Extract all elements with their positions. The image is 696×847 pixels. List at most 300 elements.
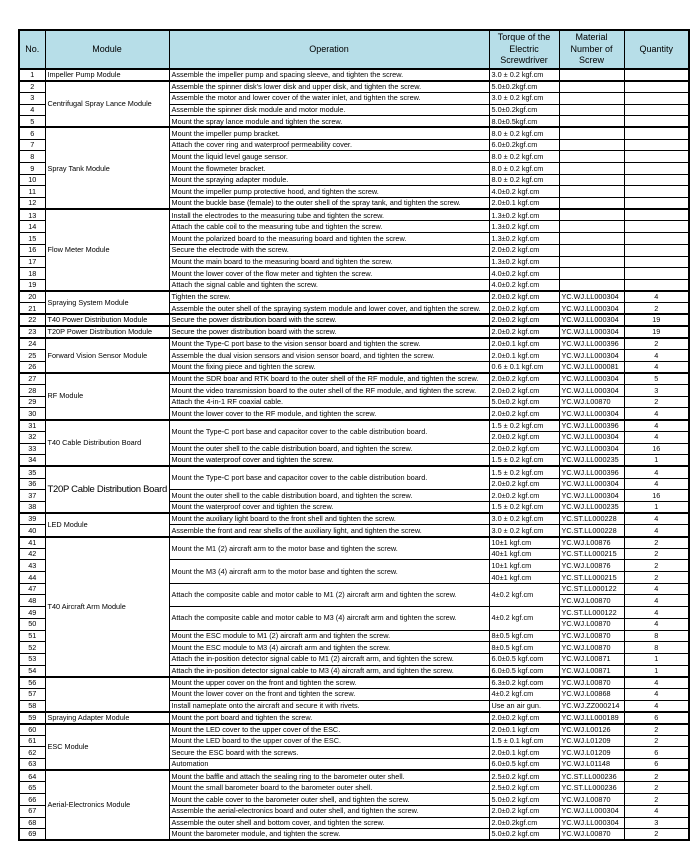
- torque-cell: 5.0±0.2kgf.cm: [489, 81, 559, 93]
- quantity-cell: [624, 81, 689, 93]
- operation-cell: Mount the M1 (2) aircraft arm to the motor base and tighten the screw.: [169, 537, 489, 560]
- operation-cell: Mount the buckle base (female) to the outer shell of the spray tank, and tighten the screw.: [169, 198, 489, 210]
- table-row: [19, 677, 689, 689]
- quantity-cell: 19: [624, 326, 689, 338]
- quantity-cell: 1: [624, 501, 689, 513]
- row-number-cell: 15: [19, 233, 45, 245]
- torque-cell: 8.0 ± 0.2 kgf.cm: [489, 151, 559, 163]
- operation-cell: Tighten the screw.: [169, 291, 489, 303]
- row-number-cell: 42: [19, 548, 45, 560]
- module-cell: LED Module: [45, 513, 169, 536]
- row-number-cell: 40: [19, 525, 45, 537]
- quantity-cell: [624, 268, 689, 280]
- material-number-cell: YC.WJ.LL000396: [559, 338, 624, 350]
- torque-cell: 1.5 ± 0.2 kgf.cm: [489, 466, 559, 478]
- row-number-cell: 20: [19, 291, 45, 303]
- quantity-cell: [624, 256, 689, 268]
- quantity-cell: [624, 139, 689, 151]
- torque-cell: 1.5 ± 0.2 kgf.cm: [489, 420, 559, 432]
- torque-cell: 2.0±0.1 kgf.cm: [489, 338, 559, 350]
- material-number-cell: YC.WJ.LL000189: [559, 712, 624, 724]
- quantity-cell: 8: [624, 630, 689, 642]
- material-number-cell: YC.ST.LL000228: [559, 525, 624, 537]
- operation-cell: Install the electrodes to the measuring tube and tighten the screw.: [169, 209, 489, 221]
- torque-cell: 4.0±0.2 kgf.cm: [489, 186, 559, 198]
- quantity-cell: 4: [624, 805, 689, 817]
- row-number-cell: 34: [19, 455, 45, 467]
- torque-cell: 2.0±0.1 kgf.cm: [489, 198, 559, 210]
- row-number-cell: 24: [19, 338, 45, 350]
- quantity-cell: [624, 233, 689, 245]
- column-header-quantity: Quantity: [624, 30, 689, 69]
- quantity-cell: 2: [624, 548, 689, 560]
- quantity-cell: 4: [624, 677, 689, 689]
- row-number-cell: 65: [19, 782, 45, 794]
- operation-cell: Mount the small barometer board to the barometer outer shell.: [169, 782, 489, 794]
- quantity-cell: [624, 174, 689, 186]
- assembly-table-body: [19, 69, 689, 840]
- material-number-cell: YC.ST.LL000236: [559, 782, 624, 794]
- row-number-cell: 12: [19, 198, 45, 210]
- quantity-cell: 4: [624, 408, 689, 420]
- quantity-cell: 5: [624, 373, 689, 385]
- material-number-cell: YC.WJ.L00870: [559, 396, 624, 408]
- assembly-operations-table: [18, 29, 690, 841]
- material-number-cell: YC.WJ.L00876: [559, 560, 624, 572]
- torque-cell: 3.0 ± 0.2 kgf.cm: [489, 69, 559, 81]
- operation-cell: Mount the Type-C port base to the vision sensor board and tighten the screw.: [169, 338, 489, 350]
- row-number-cell: 29: [19, 396, 45, 408]
- material-number-cell: YC.WJ.LL000304: [559, 443, 624, 455]
- operation-cell: Attach the cable coil to the measuring tube and tighten the screw.: [169, 221, 489, 233]
- torque-cell: 8.0 ± 0.2 kgf.cm: [489, 163, 559, 175]
- operation-cell: Secure the electrode with the screw.: [169, 244, 489, 256]
- torque-cell: 8.0 ± 0.2 kgf.cm: [489, 174, 559, 186]
- torque-cell: 8.0±0.5kgf.cm: [489, 116, 559, 128]
- quantity-cell: 4: [624, 513, 689, 525]
- operation-cell: Assemble the spinner disk module and motor module.: [169, 104, 489, 116]
- row-number-cell: 2: [19, 81, 45, 93]
- material-number-cell: YC.ST.LL000228: [559, 513, 624, 525]
- torque-cell: 4±0.2 kgf.cm: [489, 688, 559, 700]
- torque-cell: 40±1 kgf.cm: [489, 572, 559, 584]
- row-number-cell: 66: [19, 794, 45, 806]
- operation-cell: Mount the SDR boar and RTK board to the outer shell of the RF module, and tighten the screw.: [169, 373, 489, 385]
- row-number-cell: 7: [19, 139, 45, 151]
- quantity-cell: 1: [624, 653, 689, 665]
- row-number-cell: 1: [19, 69, 45, 81]
- operation-cell: Install nameplate onto the aircraft and secure it with rivets.: [169, 700, 489, 712]
- torque-cell: 5.0±0.2 kgf.cm: [489, 396, 559, 408]
- row-number-cell: 47: [19, 583, 45, 595]
- torque-cell: 5.0±0.2 kgf.cm: [489, 829, 559, 841]
- row-number-cell: 54: [19, 665, 45, 677]
- material-number-cell: YC.WJ.L00871: [559, 665, 624, 677]
- operation-cell: Mount the video transmission board to the outer shell of the RF module, and tighten the screw.: [169, 385, 489, 397]
- torque-cell: 2.0±0.1 kgf.cm: [489, 350, 559, 362]
- material-number-cell: [559, 81, 624, 93]
- quantity-cell: 2: [624, 396, 689, 408]
- quantity-cell: 4: [624, 420, 689, 432]
- quantity-cell: 2: [624, 735, 689, 747]
- torque-cell: 2.0±0.1 kgf.cm: [489, 747, 559, 759]
- row-number-cell: 6: [19, 127, 45, 139]
- operation-cell: Mount the impeller pump protective hood, and tighten the screw.: [169, 186, 489, 198]
- material-number-cell: YC.WJ.LL000396: [559, 466, 624, 478]
- operation-cell: Mount the barometer module, and tighten the screw.: [169, 829, 489, 841]
- row-number-cell: 3: [19, 92, 45, 104]
- torque-cell: 0.6 ± 0.1 kgf.cm: [489, 361, 559, 373]
- operation-cell: Mount the auxiliary light board to the front shell and tighten the screw.: [169, 513, 489, 525]
- quantity-cell: [624, 198, 689, 210]
- torque-cell: 2.0±0.2 kgf.cm: [489, 478, 559, 490]
- operation-cell: Mount the fixing piece and tighten the screw.: [169, 361, 489, 373]
- torque-cell: 6.0±0.5 kgf.cm: [489, 759, 559, 771]
- torque-cell: 2.0±0.2 kgf.cm: [489, 244, 559, 256]
- torque-cell: 8±0.5 kgf.cm: [489, 630, 559, 642]
- quantity-cell: 4: [624, 291, 689, 303]
- quantity-cell: 2: [624, 829, 689, 841]
- operation-cell: Attach the 4-in-1 RF coaxial cable.: [169, 396, 489, 408]
- operation-cell: Mount the upper cover on the front and tighten the screw.: [169, 677, 489, 689]
- quantity-cell: 16: [624, 443, 689, 455]
- torque-cell: 4±0.2 kgf.cm: [489, 607, 559, 630]
- torque-cell: 2.0±0.2 kgf.cm: [489, 805, 559, 817]
- material-number-cell: YC.ST.LL000122: [559, 607, 624, 619]
- operation-cell: Mount the waterproof cover and tighten the screw.: [169, 455, 489, 467]
- torque-cell: 2.0±0.2 kgf.cm: [489, 443, 559, 455]
- torque-cell: 10±1 kgf.cm: [489, 560, 559, 572]
- quantity-cell: 2: [624, 572, 689, 584]
- operation-cell: Mount the waterproof cover and tighten the screw.: [169, 501, 489, 513]
- row-number-cell: 13: [19, 209, 45, 221]
- quantity-cell: [624, 244, 689, 256]
- quantity-cell: 2: [624, 303, 689, 315]
- operation-cell: Attach the in-position detector signal cable to M1 (2) aircraft arm, and tighten the screw.: [169, 653, 489, 665]
- material-number-cell: YC.WJ.LL000396: [559, 420, 624, 432]
- module-cell: RF Module: [45, 373, 169, 420]
- row-number-cell: 69: [19, 829, 45, 841]
- torque-cell: 1.3±0.2 kgf.cm: [489, 221, 559, 233]
- torque-cell: 3.0 ± 0.2 kgf.cm: [489, 525, 559, 537]
- column-header-torque: Torque of the Electric Screwdriver: [489, 30, 559, 69]
- quantity-cell: [624, 69, 689, 81]
- material-number-cell: YC.WJ.LL000304: [559, 805, 624, 817]
- material-number-cell: [559, 92, 624, 104]
- operation-cell: Mount the outer shell to the cable distribution board, and tighten the screw.: [169, 490, 489, 502]
- operation-cell: Mount the main board to the measuring board and tighten the screw.: [169, 256, 489, 268]
- material-number-cell: YC.WJ.LL000304: [559, 478, 624, 490]
- material-number-cell: [559, 69, 624, 81]
- quantity-cell: 4: [624, 431, 689, 443]
- operation-cell: Mount the M3 (4) aircraft arm to the motor base and tighten the screw.: [169, 560, 489, 583]
- quantity-cell: 6: [624, 759, 689, 771]
- torque-cell: 2.0±0.2 kgf.cm: [489, 291, 559, 303]
- operation-cell: Mount the spray lance module and tighten the screw.: [169, 116, 489, 128]
- row-number-cell: 59: [19, 712, 45, 724]
- quantity-cell: [624, 116, 689, 128]
- quantity-cell: [624, 221, 689, 233]
- torque-cell: 2.5±0.2 kgf.cm: [489, 782, 559, 794]
- module-cell: Centrifugal Spray Lance Module: [45, 81, 169, 128]
- material-number-cell: YC.ST.LL000122: [559, 583, 624, 595]
- quantity-cell: 4: [624, 478, 689, 490]
- header-row: [19, 30, 689, 69]
- row-number-cell: 8: [19, 151, 45, 163]
- row-number-cell: 28: [19, 385, 45, 397]
- operation-cell: Mount the outer shell to the cable distribution board, and tighten the screw.: [169, 443, 489, 455]
- quantity-cell: 4: [624, 583, 689, 595]
- column-header-module: Module: [45, 30, 169, 69]
- material-number-cell: [559, 268, 624, 280]
- row-number-cell: 38: [19, 501, 45, 513]
- column-header-no: No.: [19, 30, 45, 69]
- operation-cell: Secure the power distribution board with the screw.: [169, 326, 489, 338]
- material-number-cell: YC.WJ.LL000304: [559, 303, 624, 315]
- material-number-cell: YC.WJ.L01209: [559, 747, 624, 759]
- row-number-cell: 48: [19, 595, 45, 607]
- operation-cell: Assemble the outer shell of the spraying system module and lower cover, and tighten the screw.: [169, 303, 489, 315]
- operation-cell: Mount the liquid level gauge sensor.: [169, 151, 489, 163]
- torque-cell: 4.0±0.2 kgf.cm: [489, 268, 559, 280]
- row-number-cell: 21: [19, 303, 45, 315]
- row-number-cell: 51: [19, 630, 45, 642]
- quantity-cell: 4: [624, 595, 689, 607]
- operation-cell: Assemble the spinner disk's lower disk and upper disk, and tighten the screw.: [169, 81, 489, 93]
- row-number-cell: 16: [19, 244, 45, 256]
- torque-cell: 6.0±0.5 kgf.com: [489, 665, 559, 677]
- table-row: [19, 724, 689, 736]
- torque-cell: 1.3±0.2 kgf.cm: [489, 233, 559, 245]
- row-number-cell: 52: [19, 642, 45, 654]
- table-row: [19, 373, 689, 385]
- quantity-cell: 4: [624, 607, 689, 619]
- quantity-cell: [624, 104, 689, 116]
- quantity-cell: [624, 163, 689, 175]
- row-number-cell: 61: [19, 735, 45, 747]
- material-number-cell: YC.WJ.LL000304: [559, 291, 624, 303]
- operation-cell: Mount the Type-C port base and capacitor cover to the cable distribution board.: [169, 420, 489, 443]
- quantity-cell: 2: [624, 770, 689, 782]
- torque-cell: 6.3±0.2 kgf.com: [489, 677, 559, 689]
- table-row: [19, 466, 689, 478]
- material-number-cell: YC.WJ.L01148: [559, 759, 624, 771]
- row-number-cell: 27: [19, 373, 45, 385]
- row-number-cell: 35: [19, 466, 45, 478]
- column-header-operation: Operation: [169, 30, 489, 69]
- module-cell: [45, 677, 169, 712]
- material-number-cell: YC.WJ.LL000304: [559, 326, 624, 338]
- quantity-cell: 4: [624, 618, 689, 630]
- operation-cell: Attach the composite cable and motor cable to M1 (2) aircraft arm and tighten the screw.: [169, 583, 489, 606]
- material-number-cell: YC.ST.LL000236: [559, 770, 624, 782]
- torque-cell: 40±1 kgf.cm: [489, 548, 559, 560]
- module-cell: Spraying Adapter Module: [45, 712, 169, 724]
- row-number-cell: 63: [19, 759, 45, 771]
- torque-cell: 1.5 ± 0.2 kgf.cm: [489, 455, 559, 467]
- quantity-cell: 3: [624, 817, 689, 829]
- quantity-cell: 16: [624, 490, 689, 502]
- material-number-cell: [559, 116, 624, 128]
- row-number-cell: 64: [19, 770, 45, 782]
- row-number-cell: 49: [19, 607, 45, 619]
- table-row: [19, 770, 689, 782]
- material-number-cell: [559, 244, 624, 256]
- row-number-cell: 19: [19, 279, 45, 291]
- row-number-cell: 62: [19, 747, 45, 759]
- row-number-cell: 5: [19, 116, 45, 128]
- operation-cell: Assemble the impeller pump and spacing sleeve, and tighten the screw.: [169, 69, 489, 81]
- torque-cell: 1.3±0.2 kgf.cm: [489, 256, 559, 268]
- material-number-cell: YC.WJ.L00870: [559, 642, 624, 654]
- material-number-cell: YC.WJ.L00870: [559, 829, 624, 841]
- quantity-cell: 2: [624, 537, 689, 549]
- material-number-cell: [559, 104, 624, 116]
- quantity-cell: 8: [624, 642, 689, 654]
- material-number-cell: YC.WJ.L00876: [559, 537, 624, 549]
- operation-cell: Mount the ESC module to M3 (4) aircraft arm and tighten the screw.: [169, 642, 489, 654]
- quantity-cell: 2: [624, 338, 689, 350]
- row-number-cell: 36: [19, 478, 45, 490]
- module-cell: Forward Vision Sensor Module: [45, 338, 169, 373]
- module-cell: T20P Power Distribution Module: [45, 326, 169, 338]
- material-number-cell: YC.WJ.LL000304: [559, 431, 624, 443]
- row-number-cell: 53: [19, 653, 45, 665]
- quantity-cell: 3: [624, 385, 689, 397]
- quantity-cell: 2: [624, 724, 689, 736]
- row-number-cell: 44: [19, 572, 45, 584]
- operation-cell: Secure the power distribution board with the screw.: [169, 314, 489, 326]
- module-cell: Impeller Pump Module: [45, 69, 169, 81]
- module-cell: T40 Aircraft Arm Module: [45, 537, 169, 677]
- table-row: [19, 314, 689, 326]
- quantity-cell: 19: [624, 314, 689, 326]
- table-header: [19, 30, 689, 69]
- quantity-cell: [624, 151, 689, 163]
- torque-cell: 1.5 ± 0.1 kgf.cm: [489, 735, 559, 747]
- row-number-cell: 26: [19, 361, 45, 373]
- material-number-cell: YC.WJ.LL000304: [559, 408, 624, 420]
- column-header-material-number: Material Number of Screw: [559, 30, 624, 69]
- row-number-cell: 25: [19, 350, 45, 362]
- table-row: [19, 81, 689, 93]
- row-number-cell: 14: [19, 221, 45, 233]
- operation-cell: Mount the impeller pump bracket.: [169, 127, 489, 139]
- material-number-cell: [559, 233, 624, 245]
- torque-cell: 2.0±0.2 kgf.cm: [489, 431, 559, 443]
- table-row: [19, 712, 689, 724]
- row-number-cell: 30: [19, 408, 45, 420]
- operation-cell: Attach the in-position detector signal cable to M3 (4) aircraft arm, and tighten the screw.: [169, 665, 489, 677]
- operation-cell: Assemble the aerial-electronics board and outer shell, and tighten the screw.: [169, 805, 489, 817]
- operation-cell: Mount the cable cover to the barometer outer shell, and tighten the screw.: [169, 794, 489, 806]
- material-number-cell: [559, 186, 624, 198]
- table-row: [19, 420, 689, 432]
- quantity-cell: 4: [624, 361, 689, 373]
- material-number-cell: [559, 139, 624, 151]
- torque-cell: Use an air gun.: [489, 700, 559, 712]
- operation-cell: Mount the LED cover to the upper cover of the ESC.: [169, 724, 489, 736]
- row-number-cell: 22: [19, 314, 45, 326]
- module-cell: Aerial-Electronics Module: [45, 770, 169, 840]
- torque-cell: 2.5±0.2 kgf.cm: [489, 770, 559, 782]
- material-number-cell: [559, 174, 624, 186]
- quantity-cell: 2: [624, 560, 689, 572]
- torque-cell: 2.0±0.2 kgf.cm: [489, 408, 559, 420]
- torque-cell: 2.0±0.2kgf.cm: [489, 817, 559, 829]
- row-number-cell: 32: [19, 431, 45, 443]
- module-cell: T40 Cable Distribution Board: [45, 420, 169, 467]
- quantity-cell: 6: [624, 747, 689, 759]
- material-number-cell: [559, 198, 624, 210]
- material-number-cell: [559, 256, 624, 268]
- quantity-cell: 4: [624, 466, 689, 478]
- torque-cell: 2.0±0.2 kgf.cm: [489, 373, 559, 385]
- torque-cell: 4±0.2 kgf.cm: [489, 583, 559, 606]
- torque-cell: 5.0±0.2kgf.cm: [489, 104, 559, 116]
- material-number-cell: YC.WJ.L00868: [559, 688, 624, 700]
- material-number-cell: YC.WJ.L00870: [559, 677, 624, 689]
- assembly-sheet: [18, 29, 690, 841]
- torque-cell: 2.0±0.2 kgf.cm: [489, 490, 559, 502]
- operation-cell: Attach the cover ring and waterproof permeability cover.: [169, 139, 489, 151]
- torque-cell: 6.0±0.2kgf.cm: [489, 139, 559, 151]
- material-number-cell: YC.WJ.LL000235: [559, 455, 624, 467]
- material-number-cell: YC.WJ.L00126: [559, 724, 624, 736]
- row-number-cell: 9: [19, 163, 45, 175]
- row-number-cell: 10: [19, 174, 45, 186]
- row-number-cell: 23: [19, 326, 45, 338]
- material-number-cell: YC.WJ.LL000081: [559, 361, 624, 373]
- row-number-cell: 31: [19, 420, 45, 432]
- quantity-cell: 4: [624, 350, 689, 362]
- quantity-cell: [624, 209, 689, 221]
- row-number-cell: 41: [19, 537, 45, 549]
- quantity-cell: [624, 92, 689, 104]
- operation-cell: Assemble the dual vision sensors and vision sensor board, and tighten the screw.: [169, 350, 489, 362]
- quantity-cell: 4: [624, 700, 689, 712]
- quantity-cell: [624, 186, 689, 198]
- material-number-cell: YC.WJ.L00870: [559, 618, 624, 630]
- operation-cell: Mount the Type-C port base and capacitor cover to the cable distribution board.: [169, 466, 489, 489]
- operation-cell: Automation: [169, 759, 489, 771]
- operation-cell: Assemble the outer shell and bottom cover, and tighten the screw.: [169, 817, 489, 829]
- operation-cell: Mount the polarized board to the measuring board and tighten the screw.: [169, 233, 489, 245]
- quantity-cell: 2: [624, 794, 689, 806]
- torque-cell: 6.0±0.5 kgf.com: [489, 653, 559, 665]
- row-number-cell: 37: [19, 490, 45, 502]
- operation-cell: Mount the lower cover to the RF module, and tighten the screw.: [169, 408, 489, 420]
- torque-cell: 2.0±0.2 kgf.cm: [489, 712, 559, 724]
- operation-cell: Mount the ESC module to M1 (2) aircraft arm and tighten the screw.: [169, 630, 489, 642]
- operation-cell: Mount the LED board to the upper cover of the ESC.: [169, 735, 489, 747]
- module-cell: Flow Meter Module: [45, 209, 169, 291]
- torque-cell: 10±1 kgf.cm: [489, 537, 559, 549]
- material-number-cell: YC.ST.LL000215: [559, 572, 624, 584]
- material-number-cell: YC.WJ.L00870: [559, 794, 624, 806]
- torque-cell: 2.0±0.2 kgf.cm: [489, 314, 559, 326]
- material-number-cell: YC.WJ.LL000304: [559, 490, 624, 502]
- operation-cell: Attach the composite cable and motor cable to M3 (4) aircraft arm and tighten the screw.: [169, 607, 489, 630]
- table-row: [19, 326, 689, 338]
- torque-cell: 1.3±0.2 kgf.cm: [489, 209, 559, 221]
- quantity-cell: 2: [624, 782, 689, 794]
- material-number-cell: YC.WJ.LL000304: [559, 350, 624, 362]
- row-number-cell: 67: [19, 805, 45, 817]
- table-row: [19, 209, 689, 221]
- quantity-cell: 1: [624, 665, 689, 677]
- material-number-cell: [559, 163, 624, 175]
